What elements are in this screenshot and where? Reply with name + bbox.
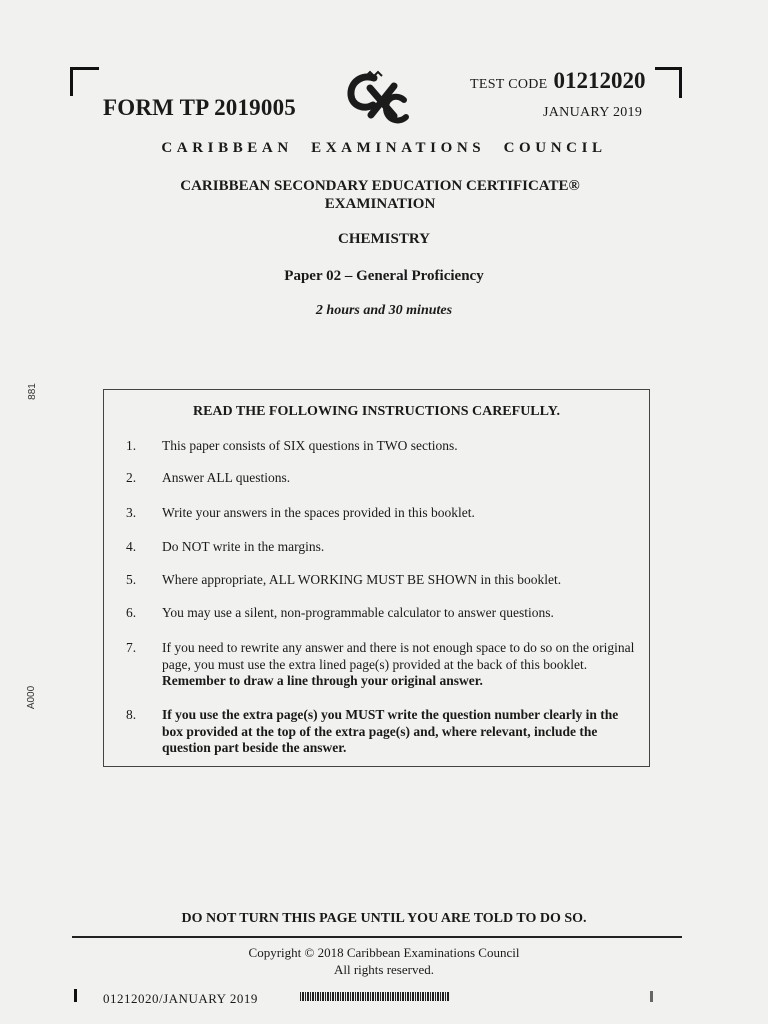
barcode: [300, 992, 450, 1001]
instruction-item: [126, 605, 636, 622]
footer-code: 01212020/JANUARY 2019: [103, 991, 258, 1003]
instruction-text-wrapper: [162, 640, 636, 690]
footer-tick-right: [650, 991, 653, 1002]
rights-line: All rights reserved.: [333, 962, 434, 977]
exam-duration: 2 hours and 30 minutes: [315, 303, 453, 318]
instruction-text: You may use a silent, non-programmable calculator to answer questions.: [162, 605, 554, 620]
cxc-logo: [344, 70, 410, 126]
cxc-logo-icon: [344, 70, 410, 126]
do-not-turn-warning: DO NOT TURN THIS PAGE UNTIL YOU ARE TOLD TO DO SO.: [181, 911, 587, 926]
form-number: FORM TP 2019005: [103, 95, 296, 120]
instruction-number: 7.: [126, 640, 137, 655]
test-code-value: 01212020: [553, 68, 646, 93]
test-code-label: TEST CODE: [470, 77, 548, 92]
margin-code-top: 881: [26, 383, 38, 400]
instruction-number: 1.: [126, 438, 137, 453]
instruction-text: If you use the extra page(s) you MUST write the question number clearly in the box provided at the top of the extra page(s) and, where relevant, include the question part beside the answer.: [162, 707, 619, 755]
instruction-item: [126, 707, 636, 757]
copyright-notice: [0, 944, 768, 978]
instruction-number: 2.: [126, 470, 137, 485]
instruction-item: [126, 640, 636, 690]
instruction-number: 8.: [126, 707, 137, 722]
instruction-item: [126, 539, 636, 556]
certificate-title: [100, 177, 660, 213]
paper-title: Paper 02 – General Proficiency: [284, 268, 484, 284]
margin-code-bottom: A000: [26, 685, 38, 710]
instruction-number: 6.: [126, 605, 137, 620]
instruction-emphasis: Remember to draw a line through your original answer.: [162, 673, 483, 688]
certificate-line-1: CARIBBEAN SECONDARY EDUCATION CERTIFICATE®: [180, 178, 580, 194]
exam-date: JANUARY 2019: [543, 105, 643, 120]
instruction-text: Write your answers in the spaces provided in this booklet.: [162, 505, 475, 520]
instruction-number: 3.: [126, 505, 137, 520]
test-code: [470, 68, 646, 94]
instruction-number: 4.: [126, 539, 137, 554]
instruction-text: If you need to rewrite any answer and there is not enough space to do so on the original page, you must use the extra lined page(s) provided at the back of this booklet.: [162, 640, 635, 672]
certificate-line-2: EXAMINATION: [324, 196, 436, 212]
corner-mark-top-right: [655, 67, 682, 98]
instruction-text: Answer ALL questions.: [162, 470, 291, 485]
corner-mark-top-left: [70, 67, 99, 96]
council-name: CARIBBEAN EXAMINATIONS COUNCIL: [161, 140, 607, 156]
subject-title: CHEMISTRY: [338, 231, 430, 247]
footer-divider: [72, 936, 682, 938]
instruction-item: [126, 438, 636, 455]
instruction-text: Where appropriate, ALL WORKING MUST BE SHOWN in this booklet.: [162, 572, 562, 587]
instruction-text: This paper consists of SIX questions in TWO sections.: [162, 438, 458, 453]
instruction-text: Do NOT write in the margins.: [162, 539, 325, 554]
footer-tick-left: [74, 989, 77, 1002]
instructions-title: READ THE FOLLOWING INSTRUCTIONS CAREFULLY.: [192, 404, 561, 419]
copyright-line: Copyright © 2018 Caribbean Examinations Council: [248, 945, 520, 960]
instruction-item: [126, 470, 636, 487]
instruction-item: [126, 572, 636, 589]
instruction-item: [126, 505, 636, 522]
instruction-number: 5.: [126, 572, 137, 587]
